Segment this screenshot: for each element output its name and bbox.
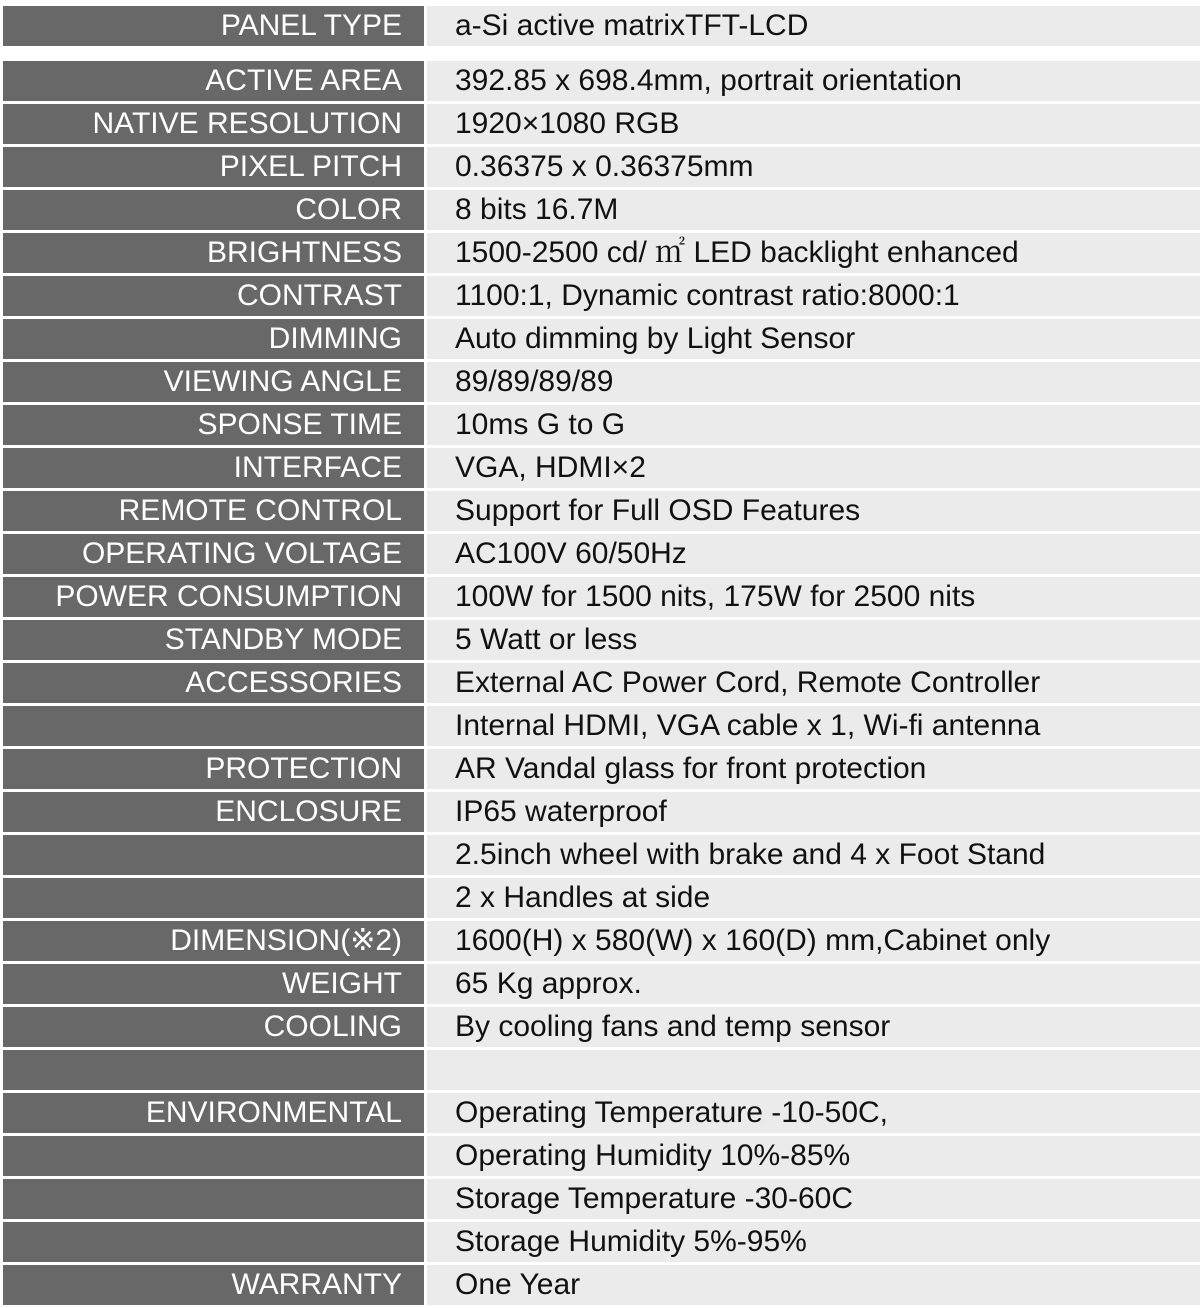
spec-label [3,878,424,918]
spec-label: REMOTE CONTROL [3,491,424,531]
spec-value: One Year [427,1265,1200,1305]
spec-label: OPERATING VOLTAGE [3,534,424,574]
spec-row-protection [0,749,1203,792]
spec-label: ACCESSORIES [3,663,424,703]
spec-value: Storage Humidity 5%-95% [427,1222,1200,1262]
spec-label: INTERFACE [3,448,424,488]
spec-value: 5 Watt or less [427,620,1200,660]
spec-label: CONTRAST [3,276,424,316]
spec-row-interface [0,448,1203,491]
spec-row-storage-humidity [0,1222,1203,1265]
spec-value: 1100:1, Dynamic contrast ratio:8000:1 [427,276,1200,316]
spec-value: AC100V 60/50Hz [427,534,1200,574]
spec-value: 0.36375 x 0.36375mm [427,147,1200,187]
spec-row-color [0,190,1203,233]
spec-label: DIMMING [3,319,424,359]
spec-value: VGA, HDMI×2 [427,448,1200,488]
spec-value: Support for Full OSD Features [427,491,1200,531]
spec-value: 392.85 x 698.4mm, portrait orientation [427,61,1200,101]
spec-row-operating-humidity [0,1136,1203,1179]
spec-row-blank [0,1050,1203,1093]
spec-row-enclosure [0,792,1203,835]
spec-label [3,1179,424,1219]
spec-value: 65 Kg approx. [427,964,1200,1004]
spec-label: ACTIVE AREA [3,61,424,101]
spec-value: 1920×1080 RGB [427,104,1200,144]
spec-label: NATIVE RESOLUTION [3,104,424,144]
spec-row-operating-voltage [0,534,1203,577]
spec-row-remote-control [0,491,1203,534]
spec-value: AR Vandal glass for front protection [427,749,1200,789]
spec-label [3,835,424,875]
spec-row-panel-type [0,6,1203,49]
spec-label [3,1050,424,1090]
spec-label: COOLING [3,1007,424,1047]
spec-row-brightness [0,233,1203,276]
spec-value: 2 x Handles at side [427,878,1200,918]
spec-row-accessories-continued [0,706,1203,749]
spec-label [3,1136,424,1176]
spec-label: VIEWING ANGLE [3,362,424,402]
spec-label: COLOR [3,190,424,230]
spec-row-contrast [0,276,1203,319]
spec-value: 100W for 1500 nits, 175W for 2500 nits [427,577,1200,617]
spec-value: 2.5inch wheel with brake and 4 x Foot Stand [427,835,1200,875]
spec-value: 10ms G to G [427,405,1200,445]
spec-label: POWER CONSUMPTION [3,577,424,617]
spec-row-dimming [0,319,1203,362]
spec-label: PANEL TYPE [3,6,424,46]
spec-value: Auto dimming by Light Sensor [427,319,1200,359]
spec-row-response-time [0,405,1203,448]
spec-label: DIMENSION(※2) [3,921,424,961]
spec-label: PIXEL PITCH [3,147,424,187]
spec-label: WARRANTY [3,1265,424,1305]
spec-value: External AC Power Cord, Remote Controller [427,663,1200,703]
spec-label: ENCLOSURE [3,792,424,832]
spec-value: Operating Temperature -10-50C, [427,1093,1200,1133]
spec-label [3,706,424,746]
spec-row-power-consumption [0,577,1203,620]
spec-value: a-Si active matrixTFT-LCD [427,6,1200,46]
spec-value: IP65 waterproof [427,792,1200,832]
spec-label: PROTECTION [3,749,424,789]
spec-value: 1500-2500 cd/ ㎡ LED backlight enhanced [427,233,1200,273]
spec-row-weight [0,964,1203,1007]
spec-value: 89/89/89/89 [427,362,1200,402]
spec-value: Storage Temperature -30-60C [427,1179,1200,1219]
spec-value: Operating Humidity 10%-85% [427,1136,1200,1176]
spec-label: BRIGHTNESS [3,233,424,273]
spec-row-active-area [0,61,1203,104]
spec-row-pixel-pitch [0,147,1203,190]
spec-row-viewing-angle [0,362,1203,405]
spec-value: 8 bits 16.7M [427,190,1200,230]
spec-row-cooling [0,1007,1203,1050]
spec-label: WEIGHT [3,964,424,1004]
spec-row-accessories [0,663,1203,706]
spec-row-storage-temperature [0,1179,1203,1222]
spec-label: SPONSE TIME [3,405,424,445]
spec-value [427,1050,1200,1090]
spec-value: 1600(H) x 580(W) x 160(D) mm,Cabinet only [427,921,1200,961]
spec-row-environmental [0,1093,1203,1136]
spec-value: Internal HDMI, VGA cable x 1, Wi-fi antenna [427,706,1200,746]
spec-row-enclosure-handles [0,878,1203,921]
spec-row-dimension [0,921,1203,964]
spec-label [3,1222,424,1262]
spec-label: STANDBY MODE [3,620,424,660]
spec-row-enclosure-wheels [0,835,1203,878]
spec-value: By cooling fans and temp sensor [427,1007,1200,1047]
spec-row-standby-mode [0,620,1203,663]
spec-label: ENVIRONMENTAL [3,1093,424,1133]
spec-row-native-resolution [0,104,1203,147]
spec-row-warranty [0,1265,1203,1308]
